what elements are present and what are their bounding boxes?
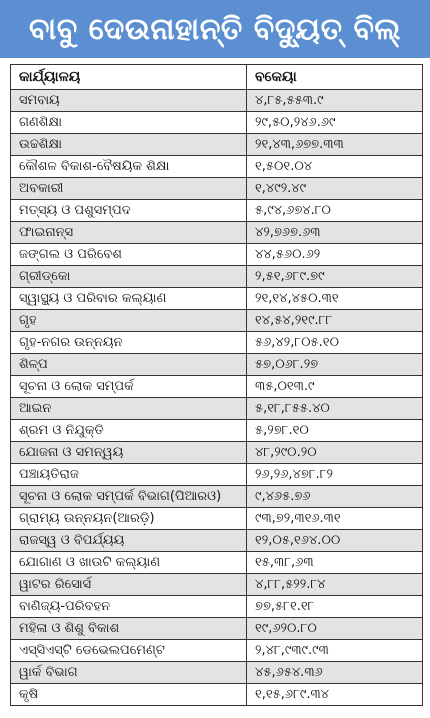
office-cell: ଯୋଜନା ଓ ସମନ୍ୱୟ xyxy=(11,442,247,464)
office-cell: ଶିଳ୍ପ xyxy=(11,354,247,376)
table-row xyxy=(11,398,423,420)
arrears-cell: ୨୯,୫୦,୨୪୬.୬୯ xyxy=(247,112,423,134)
table-row xyxy=(11,156,423,178)
arrears-cell: ୯,୪୬୫.୭୬ xyxy=(247,486,423,508)
table-row xyxy=(11,90,423,112)
column-header-office: କାର୍ଯ୍ୟାଳୟ xyxy=(11,65,247,90)
arrears-cell: ୨୧,୧୪,୪୫୦.୩୧ xyxy=(247,288,423,310)
arrears-cell: ୫୬,୪୨,୮୦୫.୧୦ xyxy=(247,332,423,354)
office-cell: ସୂଚନା ଓ ଲୋକ ସମ୍ପର୍କ ବିଭାଗ(ପିଆରଓ) xyxy=(11,486,247,508)
office-cell: ଜଙ୍ଗଲ ଓ ପରିବେଶ xyxy=(11,244,247,266)
arrears-cell: ୧୪,୫୪,୨୧୯.୮୮ xyxy=(247,310,423,332)
table-row xyxy=(11,134,423,156)
table-row xyxy=(11,288,423,310)
table-row xyxy=(11,618,423,640)
table-row xyxy=(11,596,423,618)
arrears-cell: ୧୫,୩୮,୬୩ xyxy=(247,552,423,574)
office-cell: ବାଣିଜ୍ୟ-ପରିବହନ xyxy=(11,596,247,618)
table-row xyxy=(11,552,423,574)
arrears-cell: ୨,୪୮,୯୩୯.୯୩ xyxy=(247,640,423,662)
office-cell: ଗୃହ xyxy=(11,310,247,332)
table-row xyxy=(11,574,423,596)
office-cell: ଶ୍ରମ ଓ ନିଯୁକ୍ତି xyxy=(11,420,247,442)
table-row xyxy=(11,640,423,662)
table-row xyxy=(11,354,423,376)
table-row xyxy=(11,266,423,288)
arrears-cell: ୯୩,୭୨,୩୧୬.୩୧ xyxy=(247,508,423,530)
arrears-cell: ୧୯,୬୨୦.୮୦ xyxy=(247,618,423,640)
table-row xyxy=(11,112,423,134)
table-header xyxy=(11,65,423,90)
arrears-cell: ୪,୮୮,୫୨୨.୮୪ xyxy=(247,574,423,596)
office-cell: କୌଶଳ ବିକାଶ-ବୈଷୟିକ ଶିକ୍ଷା xyxy=(11,156,247,178)
arrears-cell: ୪୪,୫୬୦.୬୨ xyxy=(247,244,423,266)
column-header-arrears: ବକେୟା xyxy=(247,65,423,90)
page-title: ବାବୁ ଦେଉନାହାନ୍ତି ବିଦ୍ୟୁତ୍ ବିଲ୍ xyxy=(0,0,430,58)
office-cell: ସମବାୟ xyxy=(11,90,247,112)
table-row xyxy=(11,662,423,684)
arrears-cell: ୪,୮୫,୫୫୩.୯ xyxy=(247,90,423,112)
header-row xyxy=(11,65,423,90)
office-cell: ୱାଟର ରିସୋର୍ସ xyxy=(11,574,247,596)
office-cell: ଏସ୍‌ସିଏସ୍‌ଟି ଡେଭେଲପମେଣ୍ଟ xyxy=(11,640,247,662)
table-row xyxy=(11,442,423,464)
table-row xyxy=(11,530,423,552)
office-cell: ଗୃହ-ନଗର ଉନ୍ନୟନ xyxy=(11,332,247,354)
table-body xyxy=(11,90,423,706)
table-row xyxy=(11,310,423,332)
office-cell: ଉଚ୍ଚଶିକ୍ଷା xyxy=(11,134,247,156)
office-cell: ରାଜସ୍ୱ ଓ ବିପର୍ଯ୍ୟୟ xyxy=(11,530,247,552)
office-cell: ମତ୍ସ୍ୟ ଓ ପଶୁସମ୍ପଦ xyxy=(11,200,247,222)
arrears-cell: ୪୨,୭୬୭.୬୩ xyxy=(247,222,423,244)
arrears-cell: ୨୧,୪୩,୬୭୭.୩୩ xyxy=(247,134,423,156)
arrears-cell: ୧,୧୫,୬୮୯.୩୪ xyxy=(247,684,423,706)
office-cell: ଗ୍ରୀଡ୍‌କୋ xyxy=(11,266,247,288)
arrears-cell: ୫୭,୦୬୮.୨୭ xyxy=(247,354,423,376)
table-row xyxy=(11,178,423,200)
office-cell: ଯୋଗାଣ ଓ ଖାଉଟି କଲ୍ୟାଣ xyxy=(11,552,247,574)
table-row xyxy=(11,420,423,442)
arrears-cell: ୪୫,୬୫୪.୩୬ xyxy=(247,662,423,684)
office-cell: ମହିଳା ଓ ଶିଶୁ ବିକାଶ xyxy=(11,618,247,640)
office-cell: ଅବକାରୀ xyxy=(11,178,247,200)
table-row xyxy=(11,222,423,244)
table-row xyxy=(11,508,423,530)
office-cell: ୱାର୍କ ବିଭାଗ xyxy=(11,662,247,684)
arrears-cell: ୩୫,୦୧୩.୯ xyxy=(247,376,423,398)
office-cell: ସୂଚନା ଓ ଲୋକ ସମ୍ପର୍କ xyxy=(11,376,247,398)
arrears-cell: ୫,୨୭୮.୧୦ xyxy=(247,420,423,442)
table-row xyxy=(11,332,423,354)
table-row xyxy=(11,464,423,486)
table-row xyxy=(11,684,423,706)
office-cell: ଆଇନ xyxy=(11,398,247,420)
table-row xyxy=(11,244,423,266)
table-row xyxy=(11,486,423,508)
arrears-table xyxy=(10,64,423,706)
office-cell: ସ୍ୱାସ୍ଥ୍ୟ ଓ ପରିବାର କଲ୍ୟାଣ xyxy=(11,288,247,310)
office-cell: କୃଷି xyxy=(11,684,247,706)
office-cell: ଫାଇନାନ୍ସ xyxy=(11,222,247,244)
office-cell: ଗ୍ରାମ୍ୟ ଉନ୍ନୟନ(ଆରଡ଼ି) xyxy=(11,508,247,530)
arrears-cell: ୧,୫୦୧.୦୪ xyxy=(247,156,423,178)
arrears-cell: ୪୮,୨୯୦.୨୦ xyxy=(247,442,423,464)
arrears-cell: ୭୭,୫୮୧.୧୮ xyxy=(247,596,423,618)
arrears-cell: ୫,୯୪,୬୭୪.୮୦ xyxy=(247,200,423,222)
arrears-cell: ୧,୪୯୨.୪୯ xyxy=(247,178,423,200)
arrears-cell: ୨୬,୨୬,୪୭୮.୮୨ xyxy=(247,464,423,486)
table-row xyxy=(11,376,423,398)
table-row xyxy=(11,200,423,222)
office-cell: ପଞ୍ଚାୟତିରାଜ xyxy=(11,464,247,486)
arrears-cell: ୫,୧୮,୮୫୫.୪୦ xyxy=(247,398,423,420)
arrears-cell: ୨,୫୧,୬୮୯.୭୯ xyxy=(247,266,423,288)
office-cell: ଗଣଶିକ୍ଷା xyxy=(11,112,247,134)
arrears-cell: ୧୨,୦୫,୧୬୪.୦୦ xyxy=(247,530,423,552)
